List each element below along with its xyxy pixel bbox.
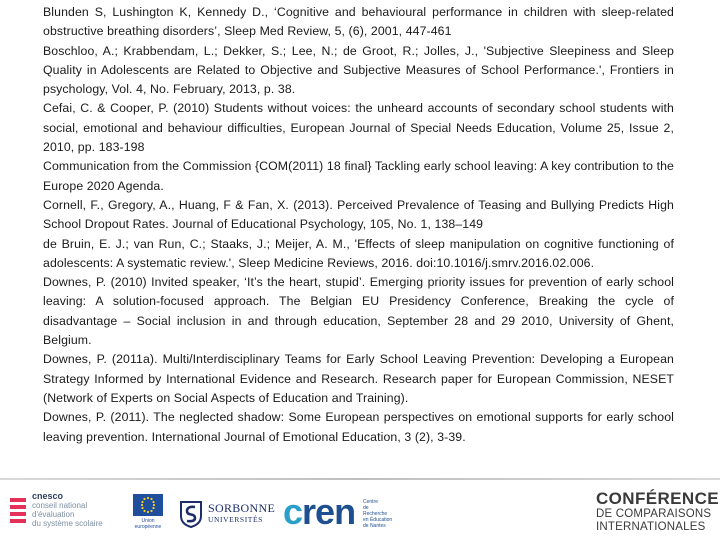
eu-logo: [133, 494, 163, 534]
cren-logo: [283, 492, 393, 534]
reference-entry: Downes, P. (2010) Invited speaker, ‘It’s the heart, stupid’. Emerging priority issues for prevention of early school leaving: A solution-focused approach. The Belgian EU Presidency Conference, Breaking the cycle of disadvantage – Social inclusion in and through education, September 28 and 29 2010, University of Ghent, Belgium.: [43, 275, 674, 348]
eu-flag-icon: [133, 494, 163, 516]
sorbonne-subname: UNIVERSITÉS: [208, 515, 263, 524]
footer-divider: [0, 478, 720, 480]
reference-entry: de Bruin, E. J.; van Run, C.; Staaks, J.; Meijer, A. M., 'Effects of sleep manipulation on cognitive functioning of adolescents: A systematic review.', Sleep Medicine Reviews, 2016. doi:10.1016/j.smrv.2016.02.006.: [43, 236, 674, 270]
cren-wordmark: cren: [283, 491, 356, 532]
reference-entry: Downes, P. (2011). The neglected shadow: Some European perspectives on emotional supports for early school leaving prevention. International Journal of Emotional Education, 3 (2), 3-39.: [43, 410, 674, 444]
reference-entry: Cornell, F., Gregory, A., Huang, F & Fan, X. (2013). Perceived Prevalence of Teasing and Bullying Predicts High School Dropout Rates. Journal of Educational Psychology, 105, No. 1, 138–149: [43, 197, 674, 232]
conference-title: CONFÉRENCE: [596, 489, 720, 508]
cren-tagline: Centre de Recherche en Éducation de Nantes: [363, 499, 393, 529]
reference-entry: Downes, P. (2011a). Multi/Interdisciplinary Teams for Early School Leaving Prevention: Developing a European Strategy Informed by International Evidence and Research. Research paper for European Commission, NESET (Network of Experts on Social Aspects of Education and Training).: [43, 352, 674, 405]
reference-entry: Communication from the Commission {COM(2011) 18 final} Tackling early school leaving: A key contribution to the Europe 2020 Agenda.: [43, 159, 674, 193]
sorbonne-logo: [178, 496, 274, 530]
reference-entry: Cefai, C. & Cooper, P. (2010) Students without voices: the unheard accounts of secondary school students with social, emotional and behaviour difficulties, European Journal of Special Needs Education, Volume 25, Issue 2, 2010, pp. 183-198: [43, 101, 674, 155]
cnesco-line: conseil national: [32, 501, 88, 510]
reference-entry: Blunden S, Lushington K, Kennedy D., ‘Cognitive and behavioural performance in children with sleep-related obstructive breathing disorders’, Sleep Med Review, 5, (6), 2001, 447-461: [43, 5, 674, 39]
conference-subtitle: INTERNATIONALES: [596, 521, 706, 533]
reference-entry: Boschloo, A.; Krabbendam, L.; Dekker, S.; Lee, N.; de Groot, R.; Jolles, J., 'Subjective Sleepiness and Sleep Quality in Adolescents are Related to Objective and Subjective Measures of School Performance.', Frontiers in psychology, Vol. 4, No. February, 2013, p. 38.: [43, 43, 674, 97]
cnesco-brand: cnesco: [32, 491, 64, 501]
conference-subtitle: DE COMPARAISONS: [596, 508, 712, 520]
conference-logo: [596, 489, 720, 534]
cnesco-line: du système scolaire: [32, 519, 103, 528]
sorbonne-emblem-icon: [178, 500, 204, 528]
cnesco-bars-icon: [10, 498, 26, 528]
cnesco-line: d'évaluation: [32, 510, 75, 519]
partner-logo-footer: [0, 478, 720, 540]
eu-caption: Union européenne: [134, 518, 162, 530]
reference-list: [43, 3, 674, 447]
cnesco-logo: [10, 492, 130, 536]
sorbonne-name: SORBONNE: [208, 501, 276, 515]
